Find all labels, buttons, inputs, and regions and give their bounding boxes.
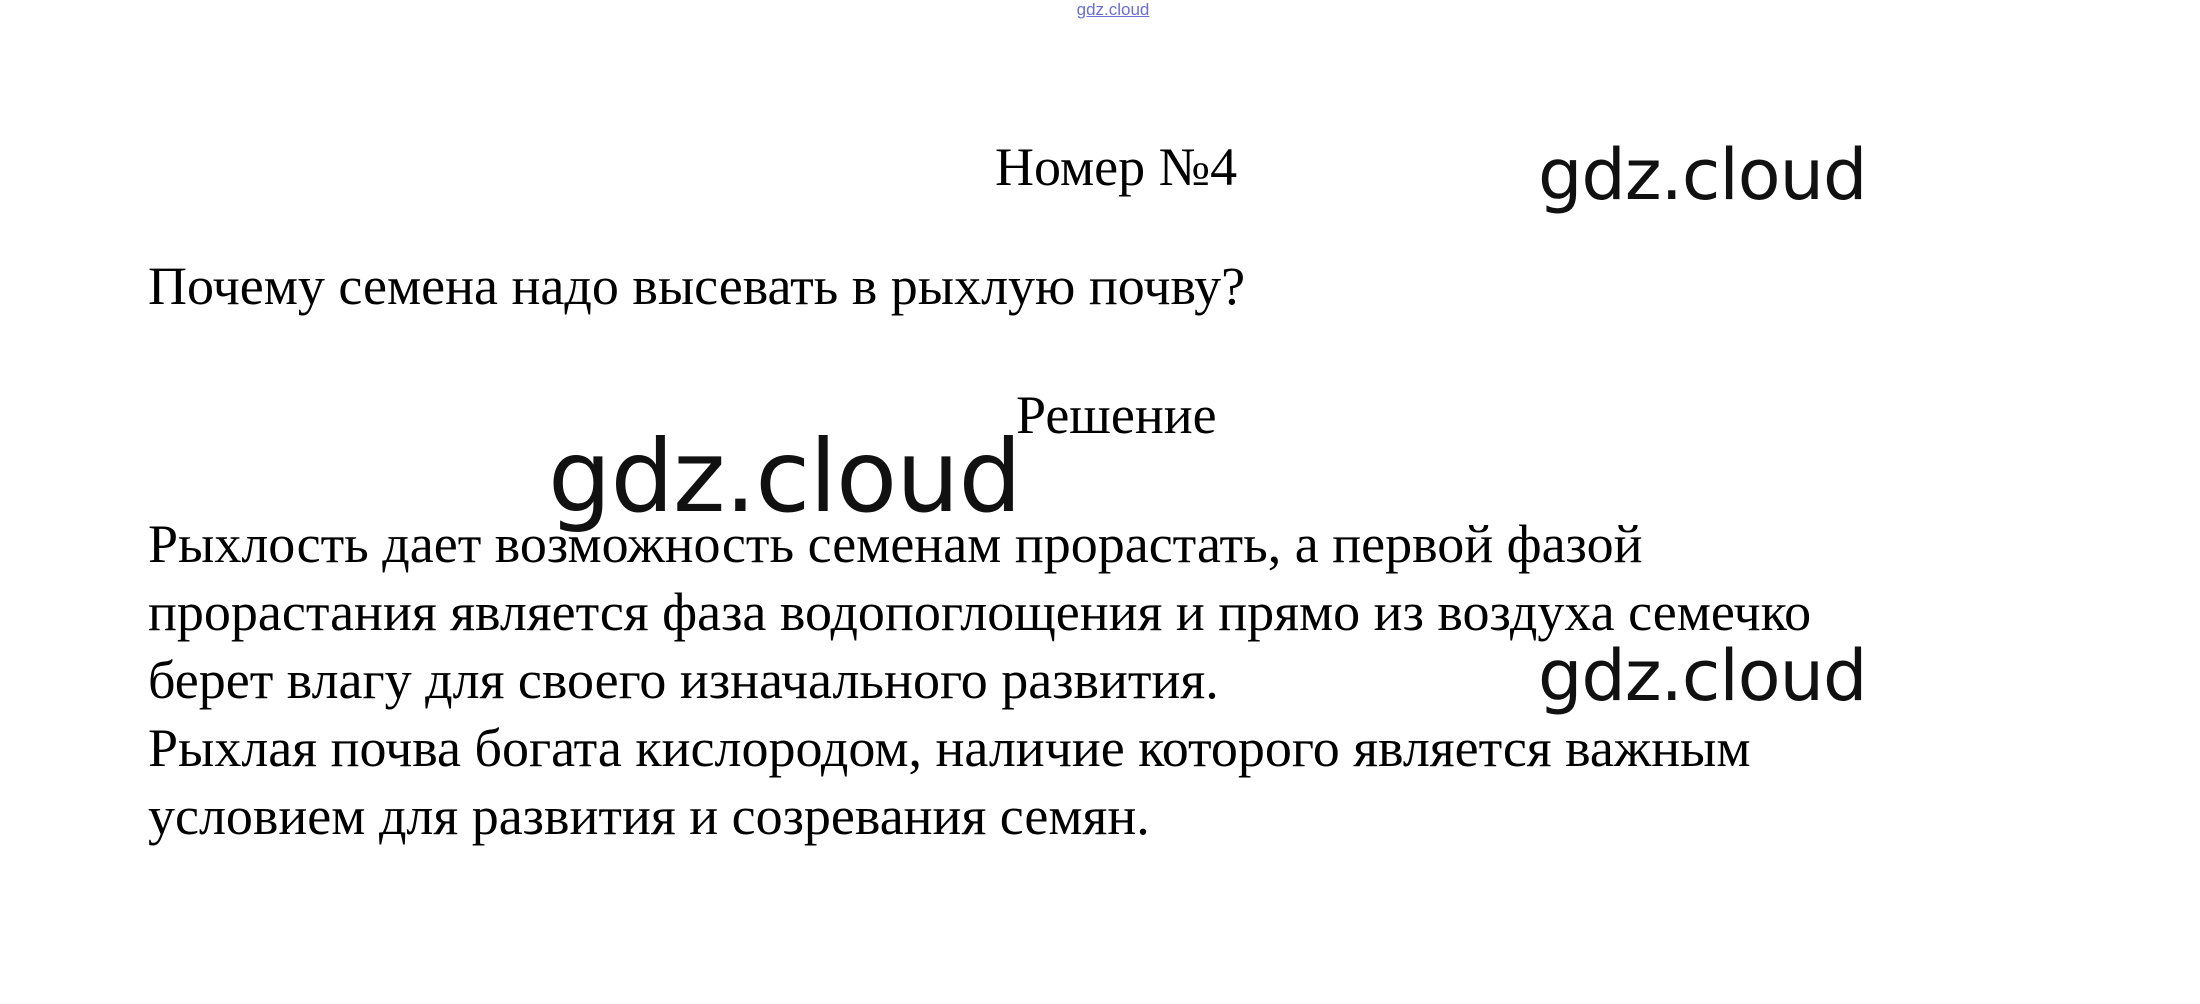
answer-line: условием для развития и созревания семян. xyxy=(148,786,1150,846)
watermark-center: gdz.cloud xyxy=(548,418,1022,535)
answer-line: берет влагу для своего изначального развития. xyxy=(148,650,1219,710)
answer-line: прорастания является фаза водопоглощения и прямо из воздуха семечко xyxy=(148,582,1812,642)
site-link[interactable]: gdz.cloud xyxy=(1076,0,1150,19)
task-title: Номер №4 xyxy=(995,137,1238,197)
answer-line: Рыхлость дает возможность семенам прорастать, а первой фазой xyxy=(148,514,1643,574)
question-text: Почему семена надо высевать в рыхлую почву? xyxy=(148,256,1246,316)
solution-heading: Решение xyxy=(1016,385,1217,445)
watermark-bottom-right: gdz.cloud xyxy=(1538,635,1867,717)
watermark-top-right: gdz.cloud xyxy=(1538,134,1867,216)
answer-line: Рыхлая почва богата кислородом, наличие которого является важным xyxy=(148,718,1751,778)
